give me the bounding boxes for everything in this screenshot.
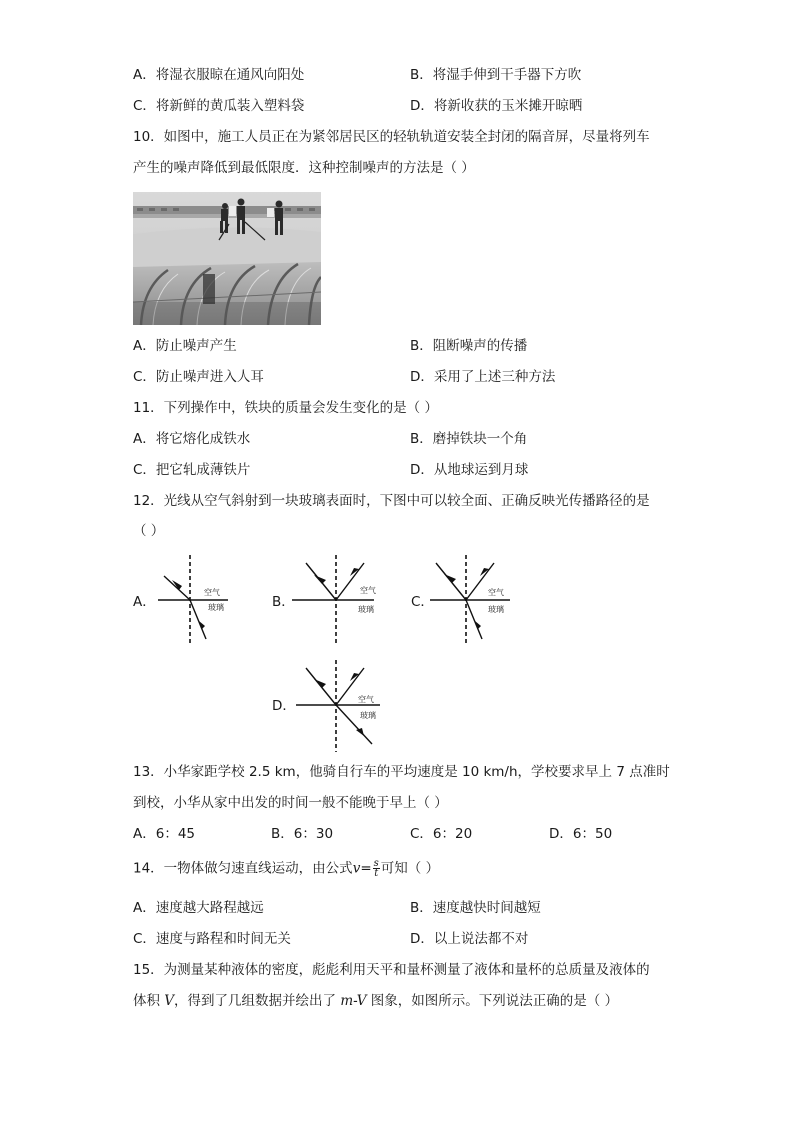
q14-denominator: t xyxy=(374,868,379,879)
q14-option-c: C．速度与路程和时间无关 xyxy=(133,931,291,947)
q15-var-mv: m-V xyxy=(340,993,367,1009)
q14-option-b: B．速度越快时间越短 xyxy=(410,900,541,916)
soundproof-screen-photo xyxy=(133,192,321,325)
q11-option-d: D．从地球运到月球 xyxy=(410,462,529,478)
q11-option-a: A．将它熔化成铁水 xyxy=(133,431,251,447)
air-label: 空气 xyxy=(204,588,220,597)
q14-stem xyxy=(133,859,439,878)
q9-option-d: D．将新收获的玉米摊开晾晒 xyxy=(410,98,583,114)
q12-diagram-a xyxy=(158,555,234,645)
q11-stem: 11．下列操作中，铁块的质量会发生变化的是（ ） xyxy=(133,400,438,416)
q14-suffix: 可知（ ） xyxy=(380,860,440,877)
q14-fraction xyxy=(373,859,380,878)
glass-label: 玻璃 xyxy=(208,603,224,612)
q9-option-a: A．将湿衣服晾在通风向阳处 xyxy=(133,67,305,83)
q13-option-c: C．6：20 xyxy=(410,826,473,842)
q12-diagram-b xyxy=(292,555,382,645)
q12-label-d: D． xyxy=(272,698,296,714)
q15-stem-line1: 15．为测量某种液体的密度，彪彪利用天平和量杯测量了液体和量杯的总质量及液体的 xyxy=(133,962,650,978)
q10-stem-line2: 产生的噪声降低到最低限度．这种控制噪声的方法是（ ） xyxy=(133,160,475,176)
q14-option-a: A．速度越大路程越远 xyxy=(133,900,264,916)
q10-stem-line1: 10．如图中，施工人员正在为紧邻居民区的轻轨轨道安装全封闭的隔音屏，尽量将列车 xyxy=(133,129,650,145)
q13-stem-line2: 到校，小华从家中出发的时间一般不能晚于早上（ ） xyxy=(133,795,448,811)
q15-part-c: 图象，如图所示。下列说法正确的是（ ） xyxy=(366,993,619,1009)
q12-stem-line1: 12．光线从空气斜射到一块玻璃表面时，下图中可以较全面、正确反映光传播路径的是 xyxy=(133,493,650,509)
q15-stem-line2 xyxy=(133,992,618,1010)
glass-label: 玻璃 xyxy=(358,605,374,614)
q11-option-b: B．磨掉铁块一个角 xyxy=(410,431,528,447)
q11-option-c: C．把它轧成薄铁片 xyxy=(133,462,251,478)
q9-option-c: C．将新鲜的黄瓜装入塑料袋 xyxy=(133,98,305,114)
q12-label-c: C． xyxy=(411,594,434,610)
q14-var-v: v xyxy=(352,860,361,877)
glass-label: 玻璃 xyxy=(488,605,504,614)
q13-option-d: D．6：50 xyxy=(549,826,613,842)
q13-stem-line1: 13．小华家距学校 2.5 km，他骑自行车的平均速度是 10 km/h，学校要求早上 7 点准时 xyxy=(133,764,670,780)
q10-option-d: D．采用了上述三种方法 xyxy=(410,369,556,385)
q13-option-a: A．6：45 xyxy=(133,826,196,842)
q9-option-b: B．将湿手伸到干手器下方吹 xyxy=(410,67,582,83)
q15-var-v: V xyxy=(164,993,175,1009)
q12-stem-line2: （ ） xyxy=(133,523,165,539)
q12-label-a: A． xyxy=(133,594,156,610)
q10-option-b: B．阻断噪声的传播 xyxy=(410,338,528,354)
air-label: 空气 xyxy=(358,695,374,704)
q15-part-a: 体积 xyxy=(133,993,165,1009)
air-label: 空气 xyxy=(360,586,376,595)
q15-part-b: ，得到了几组数据并绘出了 xyxy=(174,993,341,1009)
q10-option-c: C．防止噪声进入人耳 xyxy=(133,369,264,385)
q12-label-b: B． xyxy=(272,594,295,610)
air-label: 空气 xyxy=(488,588,504,597)
q14-equals: = xyxy=(360,860,372,877)
q14-numerator: s xyxy=(373,858,379,869)
q10-option-a: A．防止噪声产生 xyxy=(133,338,237,354)
q13-option-b: B．6：30 xyxy=(271,826,334,842)
q12-diagram-c xyxy=(430,555,520,645)
q12-diagram-d xyxy=(296,660,386,752)
q14-prefix: 14．一物体做匀速直线运动，由公式 xyxy=(133,860,353,877)
q14-option-d: D．以上说法都不对 xyxy=(410,931,529,947)
glass-label: 玻璃 xyxy=(360,711,376,720)
